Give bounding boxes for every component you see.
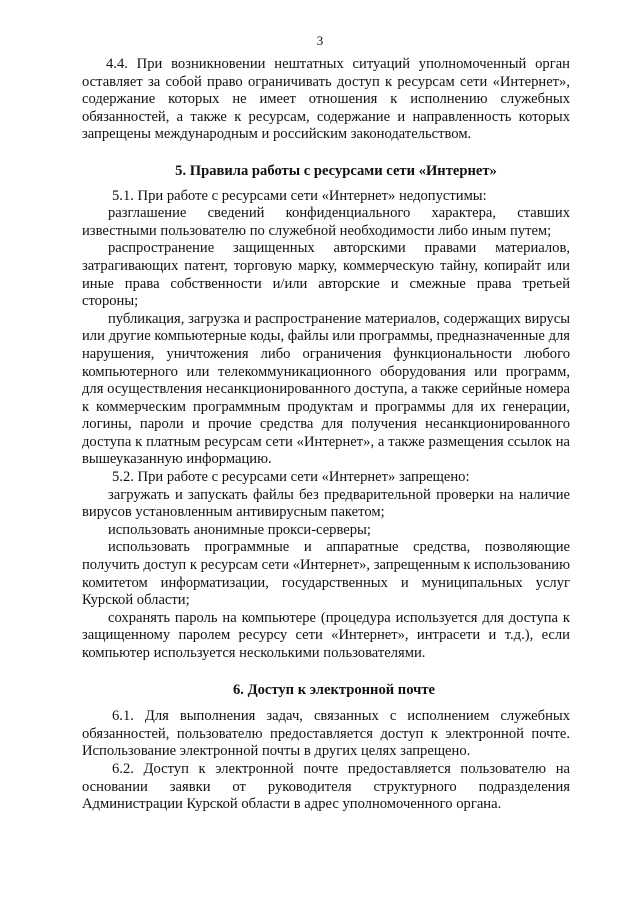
page-number: 3	[316, 33, 324, 48]
paragraph-5-1: 5.1. При работе с ресурсами сети «Интернет» недопустимы:	[112, 187, 487, 204]
paragraph-5-2: 5.2. При работе с ресурсами сети «Интернет» запрещено:	[112, 469, 470, 486]
section-5-heading: 5. Правила работы с ресурсами сети «Интернет»	[175, 162, 497, 179]
list-item-5-2-a: загружать и запускать файлы без предварительной проверки на наличие вирусов установленным антивирусным пакетом;	[82, 486, 570, 521]
section-6-heading: 6. Доступ к электронной почте	[232, 681, 436, 698]
paragraph-4-4: 4.4. При возникновении нештатных ситуаций уполномоченный орган оставляет за собой право ограничивать доступ к ресурсам сети «Интернет», содержание которых не имеет отношения к исполнению служебных обязанностей, а также к ресурсам, содержание и направленность которых запрещены международным и российским законодательством.	[82, 56, 570, 143]
list-item-5-2-b: использовать анонимные прокси-серверы;	[108, 521, 371, 538]
list-item-5-1-c: публикация, загрузка и распространение материалов, содержащих вирусы или другие компьютерные коды, файлы или программы, предназначенные для нарушения, уничтожения либо ограничения функциональности любого компьютерного или телекоммуникационного оборудования или программ, для осуществления несанкционированного доступа, а также серийные номера к коммерческим программным продуктам и программы для их генерации, логины, пароли и прочие средства для получения несанкционированного доступа к платным ресурсам сети «Интернет», а также размещения ссылок на вышеуказанную информацию.	[82, 310, 570, 468]
document-body	[82, 56, 570, 814]
list-item-5-2-d: сохранять пароль на компьютере (процедура используется для доступа к защищенному паролем ресурсу сети «Интернет», интрасети и т.д.), если компьютер используется несколькими пользователями.	[82, 609, 570, 661]
list-item-5-1-b: распространение защищенных авторскими правами материалов, затрагивающих патент, торговую марку, коммерческую тайну, копирайт или иные права собственности и/или авторские и смежные права третьей стороны;	[82, 240, 570, 310]
paragraph-6-2: 6.2. Доступ к электронной почте предоставляется пользователю на основании заявки от руководителя структурного подразделения Администрации Курской области в адрес уполномоченного органа.	[82, 760, 570, 813]
paragraph-6-1: 6.1. Для выполнения задач, связанных с исполнением служебных обязанностей, пользователю предоставляется доступ к электронной почте. Использование электронной почты в других целях запрещено.	[82, 708, 570, 760]
list-item-5-1-a: разглашение сведений конфиденциального характера, ставших известными пользователю по служебной необходимости либо иным путем;	[82, 205, 570, 239]
list-item-5-2-c: использовать программные и аппаратные средства, позволяющие получить доступ к ресурсам сети «Интернет», запрещенным к использованию комитетом информатизации, государственных и муниципальных услуг Курской области;	[82, 539, 570, 609]
